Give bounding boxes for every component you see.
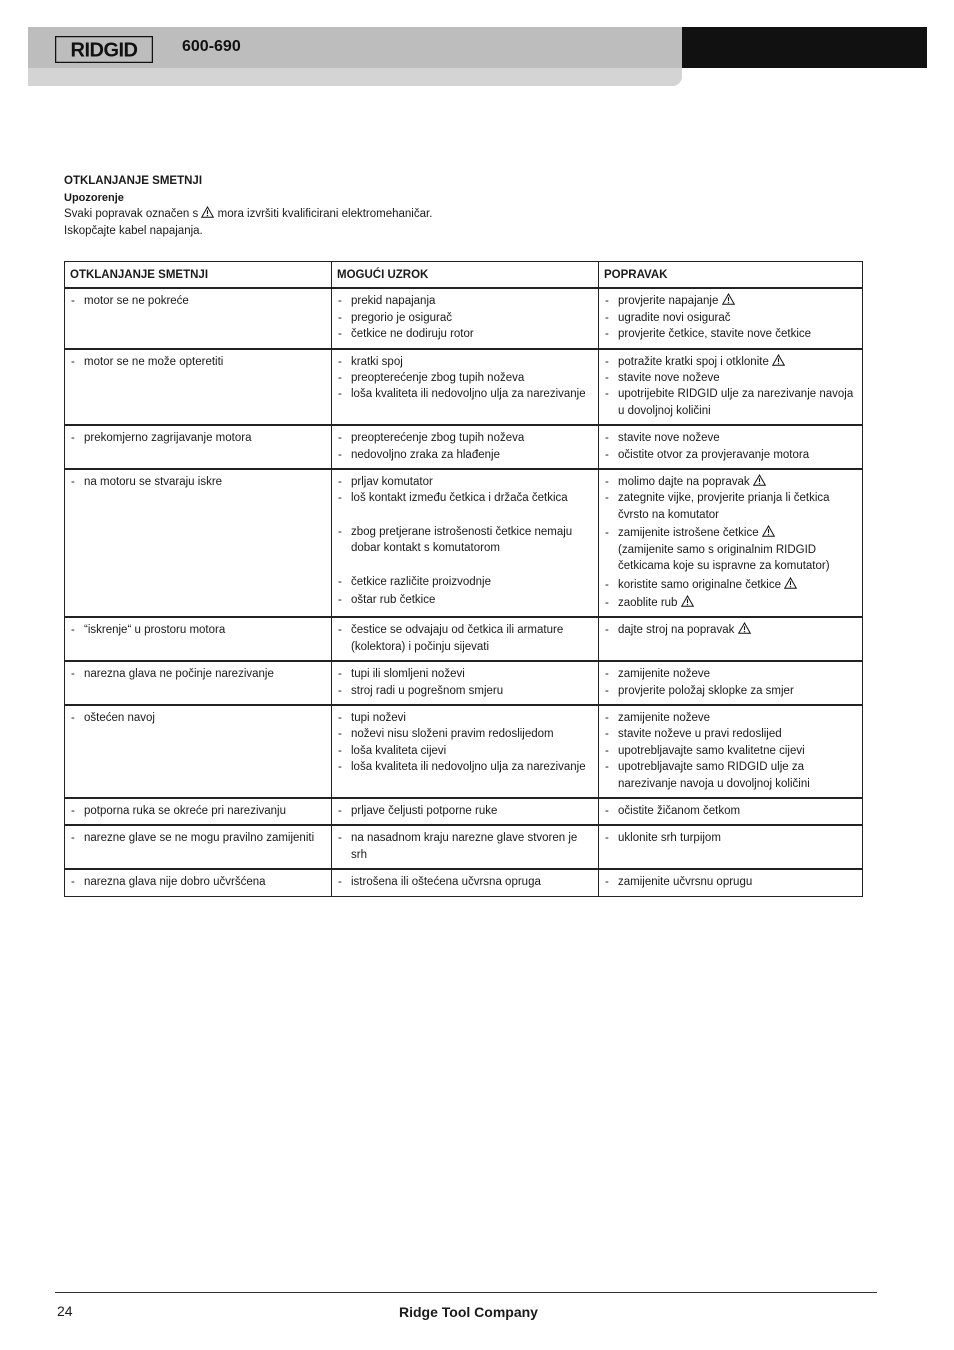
warning-triangle-icon: [722, 293, 735, 305]
list-item: - potporna ruka se okreće pri narezivanju: [70, 803, 326, 819]
table-row: [65, 425, 863, 469]
list-item: - stroj radi u pogrešnom smjeru: [337, 683, 593, 699]
table-row: [65, 469, 863, 617]
remedy-cell: [599, 661, 863, 705]
list-item: - preopterećenje zbog tupih noževa: [337, 430, 593, 446]
list-item: [604, 354, 857, 370]
header-black-block: [682, 27, 927, 68]
remedy-cell: [599, 349, 863, 426]
problem-cell: [65, 869, 332, 896]
company-name: Ridge Tool Company: [399, 1304, 538, 1320]
warning-triangle-icon: [753, 474, 766, 486]
table-row: [65, 798, 863, 825]
cause-cell: [332, 869, 599, 896]
remedy-note: (zamijenite samo s originalnim RIDGID četkicama koje su ispravne za komutator): [618, 543, 830, 573]
warning-text-b: mora izvršiti kvalificirani elektromehaničar.: [217, 208, 433, 220]
unplug-line: Iskopčajte kabel napajanja.: [64, 224, 203, 237]
table-row: [65, 349, 863, 426]
cause-cell: [332, 469, 599, 617]
list-item: - loš kontakt između četkica i držača četkica: [337, 490, 593, 506]
list-item: - oštećen navoj: [70, 710, 326, 726]
remedy-cell: [599, 869, 863, 896]
problem-cell: [65, 798, 332, 825]
list-item: - loša kvaliteta ili nedovoljno ulja za narezivanje: [337, 759, 593, 775]
problem-cell: [65, 349, 332, 426]
footer-divider: [55, 1292, 877, 1293]
header-band-lower: [28, 68, 682, 86]
list-item: - prljave čeljusti potporne ruke: [337, 803, 593, 819]
list-item: - na nasadnom kraju narezne glave stvoren je srh: [337, 830, 593, 863]
list-item: - četkice različite proizvodnje: [337, 574, 593, 590]
list-item: - očistite otvor za provjeravanje motora: [604, 447, 857, 463]
list-item: [604, 595, 857, 611]
header-problem: OTKLANJANJE SMETNJI: [65, 262, 332, 289]
remedy-cell: [599, 617, 863, 661]
problem-cell: [65, 661, 332, 705]
list-item: - stavite nove noževe: [604, 430, 857, 446]
list-item: - čestice se odvajaju od četkica ili armature (kolektora) i počinju sijevati: [337, 622, 593, 655]
table-row: [65, 617, 863, 661]
list-item: - motor se ne može opteretiti: [70, 354, 326, 370]
list-item: [604, 525, 857, 574]
cause-cell: [332, 825, 599, 869]
list-item: - pregorio je osigurač: [337, 310, 593, 326]
problem-cell: [65, 617, 332, 661]
list-item: - kratki spoj: [337, 354, 593, 370]
problem-cell: [65, 425, 332, 469]
warning-triangle-icon: [201, 206, 214, 218]
list-item: - prekid napajanja: [337, 293, 593, 309]
problem-cell: [65, 288, 332, 348]
table-row: [65, 825, 863, 869]
list-item: - narezne glave se ne mogu pravilno zamijeniti: [70, 830, 326, 846]
list-item: - zbog pretjerane istrošenosti četkice nemaju dobar kontakt s komutatorom: [337, 524, 593, 557]
list-item: - loša kvaliteta ili nedovoljno ulja za narezivanje: [337, 386, 593, 402]
troubleshooting-table: [64, 261, 863, 897]
remedy-cell: [599, 825, 863, 869]
list-item: - stavite nove noževe: [604, 370, 857, 386]
remedy-cell: [599, 469, 863, 617]
intro-section: [64, 173, 432, 239]
warning-line: [64, 206, 432, 223]
warning-triangle-icon: [784, 577, 797, 589]
list-item: - preopterećenje zbog tupih noževa: [337, 370, 593, 386]
cause-cell: [332, 661, 599, 705]
list-item: - provjerite položaj sklopke za smjer: [604, 683, 857, 699]
list-item: [604, 474, 857, 490]
remedy-text: potražite kratki spoj i otklonite: [618, 355, 769, 368]
list-item: - zamijenite noževe: [604, 710, 857, 726]
list-item: - oštar rub četkice: [337, 592, 593, 608]
remedy-text: molimo dajte na popravak: [618, 476, 750, 489]
section-title: OTKLANJANJE SMETNJI: [64, 175, 203, 187]
header-cause: MOGUĆI UZROK: [332, 262, 599, 289]
cause-cell: [332, 288, 599, 348]
problem-cell: [65, 705, 332, 798]
warning-triangle-icon: [681, 595, 694, 607]
list-item: - narezna glava nije dobro učvršćena: [70, 874, 326, 890]
cause-cell: [332, 349, 599, 426]
section-subtitle: Upozorenje: [64, 191, 124, 204]
table-row: [65, 661, 863, 705]
list-item: - noževi nisu složeni pravim redoslijedom: [337, 726, 593, 742]
cause-cell: [332, 705, 599, 798]
remedy-cell: [599, 425, 863, 469]
remedy-cell: [599, 798, 863, 825]
remedy-text: zamijenite istrošene četkice: [618, 527, 759, 540]
problem-cell: [65, 469, 332, 617]
table-row: [65, 288, 863, 348]
list-item: - na motoru se stvaraju iskre: [70, 474, 326, 490]
list-item: [604, 622, 857, 638]
warning-triangle-icon: [738, 622, 751, 634]
list-item: [604, 577, 857, 593]
list-item: - stavite noževe u pravi redoslijed: [604, 726, 857, 742]
list-item: - prekomjerno zagrijavanje motora: [70, 430, 326, 446]
header-remedy: POPRAVAK: [599, 262, 863, 289]
list-item: - istrošena ili oštećena učvrsna opruga: [337, 874, 593, 890]
list-item: - očistite žičanom četkom: [604, 803, 857, 819]
ridgid-logo: [55, 36, 153, 63]
list-item: - zamijenite noževe: [604, 666, 857, 682]
list-item: - četkice ne dodiruju rotor: [337, 326, 593, 342]
list-item: - nedovoljno zraka za hlađenje: [337, 447, 593, 463]
list-item: - narezna glava ne počinje narezivanje: [70, 666, 326, 682]
problem-cell: [65, 825, 332, 869]
list-item: - uklonite srh turpijom: [604, 830, 857, 846]
warning-triangle-icon: [762, 525, 775, 537]
page-number: 24: [57, 1303, 73, 1319]
list-item: - provjerite četkice, stavite nove četkice: [604, 326, 857, 342]
list-item: - upotrijebite RIDGID ulje za narezivanje navoja u dovoljnoj količini: [604, 386, 857, 419]
list-item: - upotrebljavajte samo kvalitetne cijevi: [604, 743, 857, 759]
list-item: - prljav komutator: [337, 474, 593, 490]
svg-text:RIDGID: RIDGID: [70, 39, 138, 62]
list-item: - loša kvaliteta cijevi: [337, 743, 593, 759]
table-row: [65, 705, 863, 798]
table-row: [65, 869, 863, 896]
list-item: - “iskrenje“ u prostoru motora: [70, 622, 326, 638]
list-item: - ugradite novi osigurač: [604, 310, 857, 326]
remedy-text: zaoblite rub: [618, 596, 678, 609]
remedy-cell: [599, 705, 863, 798]
list-item: - zategnite vijke, provjerite prianja li četkica čvrsto na komutator: [604, 490, 857, 523]
list-item: - tupi noževi: [337, 710, 593, 726]
cause-cell: [332, 798, 599, 825]
list-item: - zamijenite učvrsnu oprugu: [604, 874, 857, 890]
warning-text-a: Svaki popravak označen s: [64, 208, 199, 220]
list-item: - motor se ne pokreće: [70, 293, 326, 309]
cause-cell: [332, 617, 599, 661]
list-item: - tupi ili slomljeni noževi: [337, 666, 593, 682]
list-item: [604, 293, 857, 309]
model-number: 600-690: [182, 38, 241, 55]
remedy-text: provjerite napajanje: [618, 295, 719, 308]
remedy-text: dajte stroj na popravak: [618, 624, 735, 637]
remedy-cell: [599, 288, 863, 348]
table-header-row: [65, 262, 863, 289]
list-item: - upotrebljavajte samo RIDGID ulje za narezivanje navoja u dovoljnoj količini: [604, 759, 857, 792]
warning-triangle-icon: [772, 354, 785, 366]
remedy-text: koristite samo originalne četkice: [618, 578, 781, 591]
cause-cell: [332, 425, 599, 469]
